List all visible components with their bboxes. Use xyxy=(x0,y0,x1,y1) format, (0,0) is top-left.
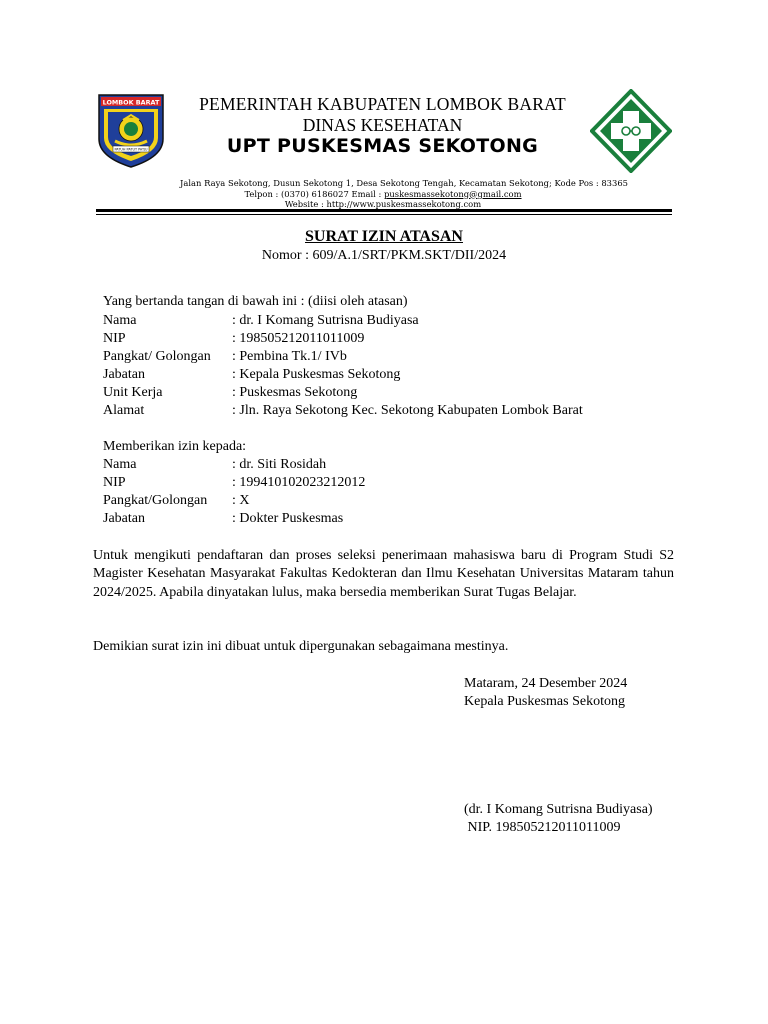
issuer-row-name xyxy=(103,312,419,330)
letterhead-contact xyxy=(100,189,666,200)
issuer-label: Pangkat/ Golongan xyxy=(103,349,211,364)
letterhead-government: PEMERINTAH KABUPATEN LOMBOK BARAT xyxy=(199,94,566,114)
signatory-nip: NIP. 198505212011011009 xyxy=(464,820,621,835)
emblem-motto-text: PATUH PATUT PATJU xyxy=(114,147,148,152)
issuer-value: : Kepala Puskesmas Sekotong xyxy=(232,367,401,382)
closing-sentence: Demikian surat izin ini dibuat untuk dipergunakan sebagaimana mestinya. xyxy=(93,639,509,654)
issuer-label: Alamat xyxy=(103,403,145,418)
issuer-intro: Yang bertanda tangan di bawah ini : (diisi oleh atasan) xyxy=(103,294,408,309)
signature-place-date: Mataram, 24 Desember 2024 xyxy=(464,676,628,691)
issuer-label: NIP xyxy=(103,331,126,346)
letterhead-email-link[interactable]: puskesmassekotong@gmail.com xyxy=(384,188,522,199)
document-number: Nomor : 609/A.1/SRT/PKM.SKT/DII/2024 xyxy=(261,248,507,263)
recipient-row-nip xyxy=(103,474,365,492)
recipient-label: NIP xyxy=(103,475,126,490)
recipient-value: : Dokter Puskesmas xyxy=(232,511,344,526)
letterhead-divider-thick xyxy=(96,209,672,212)
issuer-row-rank xyxy=(103,348,347,366)
recipient-label: Pangkat/Golongan xyxy=(103,493,208,508)
letterhead-institution: UPT PUSKESMAS SEKOTONG xyxy=(226,135,539,157)
lombok-barat-emblem-icon xyxy=(95,91,167,169)
issuer-label: Jabatan xyxy=(103,367,145,382)
recipient-row-position xyxy=(103,510,343,528)
issuer-value: : Jln. Raya Sekotong Kec. Sekotong Kabupaten Lombok Barat xyxy=(232,403,583,418)
issuer-row-nip xyxy=(103,330,364,348)
body-paragraph: Untuk mengikuti pendaftaran dan proses seleksi penerimaan mahasiswa baru di Program Studi S2 Magister Kesehatan Masyarakat Fakultas Kedokteran dan Ilmu Kesehatan Universitas Mataram tahun 2024/2025. Apabila dinyatakan lulus, maka bersedia memberikan Surat Tugas Belajar. xyxy=(93,548,674,600)
issuer-label: Unit Kerja xyxy=(103,385,163,400)
recipient-row-name xyxy=(103,456,326,474)
letterhead-address: Jalan Raya Sekotong, Dusun Sekotong 1, Desa Sekotong Tengah, Kecamatan Sekotong; Kode Pos : 83365 xyxy=(180,178,628,188)
issuer-value: : Pembina Tk.1/ IVb xyxy=(232,349,347,364)
recipient-label: Nama xyxy=(103,457,137,472)
letterhead-website[interactable]: Website : http://www.puskesmassekotong.com xyxy=(284,199,482,209)
issuer-row-address xyxy=(103,402,583,420)
letterhead-phone: Telpon : (0370) 6186027 Email : xyxy=(244,188,385,199)
recipient-value: : X xyxy=(232,493,250,508)
issuer-row-unit xyxy=(103,384,357,402)
letterhead-department: DINAS KESEHATAN xyxy=(302,115,463,135)
puskesmas-logo-icon xyxy=(590,89,672,173)
recipient-value: : 199410102023212012 xyxy=(232,475,366,490)
issuer-value: : Puskesmas Sekotong xyxy=(232,385,358,400)
issuer-row-position xyxy=(103,366,400,384)
recipient-row-rank xyxy=(103,492,250,510)
recipient-label: Jabatan xyxy=(103,511,145,526)
signature-position: Kepala Puskesmas Sekotong xyxy=(464,694,625,709)
signatory-name: (dr. I Komang Sutrisna Budiyasa) xyxy=(464,802,653,817)
emblem-banner-text: LOMBOK BARAT xyxy=(102,98,160,107)
document-title: SURAT IZIN ATASAN xyxy=(305,228,463,245)
letterhead-address-block xyxy=(100,178,666,210)
issuer-value: : dr. I Komang Sutrisna Budiyasa xyxy=(232,313,419,328)
issuer-label: Nama xyxy=(103,313,137,328)
letterhead-divider-thin xyxy=(96,214,672,215)
recipient-intro: Memberikan izin kepada: xyxy=(103,439,247,454)
recipient-value: : dr. Siti Rosidah xyxy=(232,457,327,472)
issuer-value: : 198505212011011009 xyxy=(232,331,365,346)
